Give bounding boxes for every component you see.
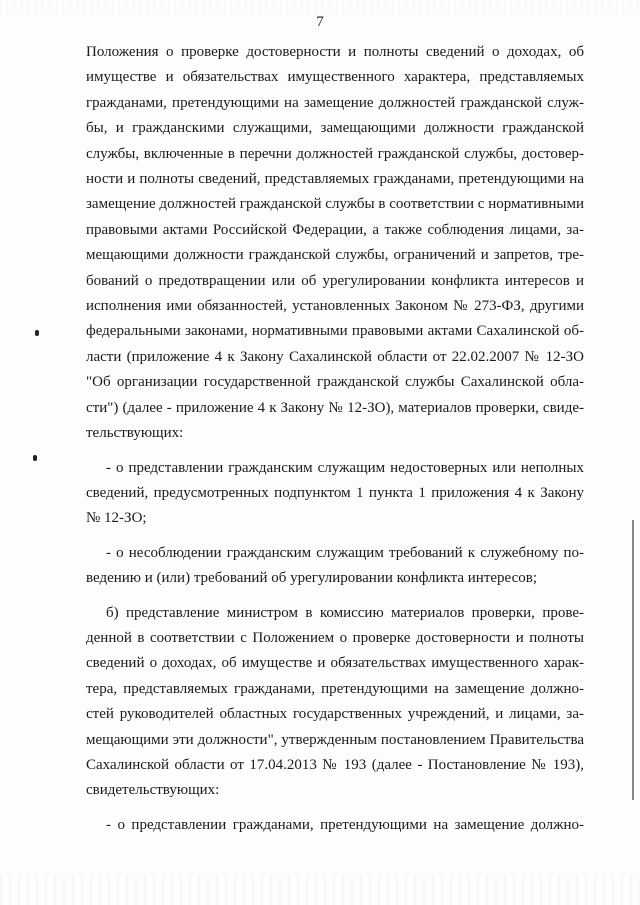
scan-noise-top — [0, 0, 640, 14]
text-line: тера, представляемых гражданами, претендующими на замещение должно- — [86, 680, 584, 697]
text-line: исполнения ими обязанностей, установленных Законом № 273-ФЗ, другими — [86, 298, 584, 315]
page-number: 7 — [316, 14, 324, 30]
text-line: - о несоблюдении гражданским служащим требований к служебному по- — [106, 544, 584, 561]
text-line: мещающими должности гражданской службы, ограничений и запретов, тре- — [86, 247, 584, 264]
text-line: "Об организации государственной гражданской службы Сахалинской обла- — [86, 374, 584, 391]
text-line: сти") (далее - приложение 4 к Закону № 12-ЗО), материалов проверки, свиде- — [86, 399, 584, 416]
text-line: б) представление министром в комиссию материалов проверки, прове- — [106, 604, 584, 621]
scan-speck — [35, 330, 39, 336]
paragraph — [86, 813, 584, 838]
text-line: Положения о проверке достоверности и полноты сведений о доходах, об — [86, 44, 584, 60]
text-line: мещающими эти должности", утвержденным постановлением Правительства — [86, 731, 584, 748]
text-line: свидетельствующих: — [86, 782, 220, 799]
text-line: стей руководителей областных государственных учреждений, и лицами, за- — [86, 706, 584, 723]
text-line: ведению и (или) требований об урегулировании конфликта интересов; — [86, 570, 537, 587]
text-line: замещение должностей гражданской службы в соответствии с нормативными — [86, 196, 584, 213]
document-body — [86, 40, 584, 838]
scan-edge-line — [632, 520, 634, 800]
text-line: службы, включенные в перечни должностей гражданской службы, достовер- — [86, 145, 584, 162]
text-line: тельствующих: — [86, 425, 184, 442]
text-line: бований о предотвращении или об урегулировании конфликта интересов и — [86, 272, 584, 289]
text-line: ности и полноты сведений, представляемых гражданами, претендующими на — [86, 171, 584, 188]
scan-noise-bottom — [0, 875, 640, 905]
text-line: ласти (приложение 4 к Закону Сахалинской области от 22.02.2007 № 12-ЗО — [86, 348, 584, 365]
paragraph — [86, 541, 584, 592]
text-line: имуществе и обязательствах имущественного характера, представляемых — [86, 69, 584, 86]
text-line: гражданами, претендующими на замещение должностей гражданской служ- — [86, 94, 584, 111]
scan-speck — [33, 455, 37, 461]
text-line: федеральными законами, нормативными правовыми актами Сахалинской об- — [86, 323, 584, 340]
text-line: сведений о доходах, об имуществе и обязательствах имущественного харак- — [86, 655, 584, 672]
text-line: правовыми актами Российской Федерации, а также соблюдения лицами, за- — [86, 221, 584, 238]
text-line: денной в соответствии с Положением о проверке достоверности и полноты — [86, 629, 584, 646]
text-line: - о представлении гражданами, претендующими на замещение должно- — [106, 816, 584, 833]
text-line: сведений, предусмотренных подпунктом 1 пункта 1 приложения 4 к Закону — [86, 484, 584, 501]
paragraph — [86, 456, 584, 532]
paragraph — [86, 601, 584, 804]
text-line: Сахалинской области от 17.04.2013 № 193 (далее - Постановление № 193), — [86, 756, 584, 773]
text-line: - о представлении гражданским служащим недостоверных или неполных — [106, 459, 584, 476]
text-line: № 12-ЗО; — [86, 510, 147, 527]
paragraph — [86, 40, 584, 447]
text-line: бы, и гражданскими служащими, замещающими должности гражданской — [86, 120, 584, 137]
